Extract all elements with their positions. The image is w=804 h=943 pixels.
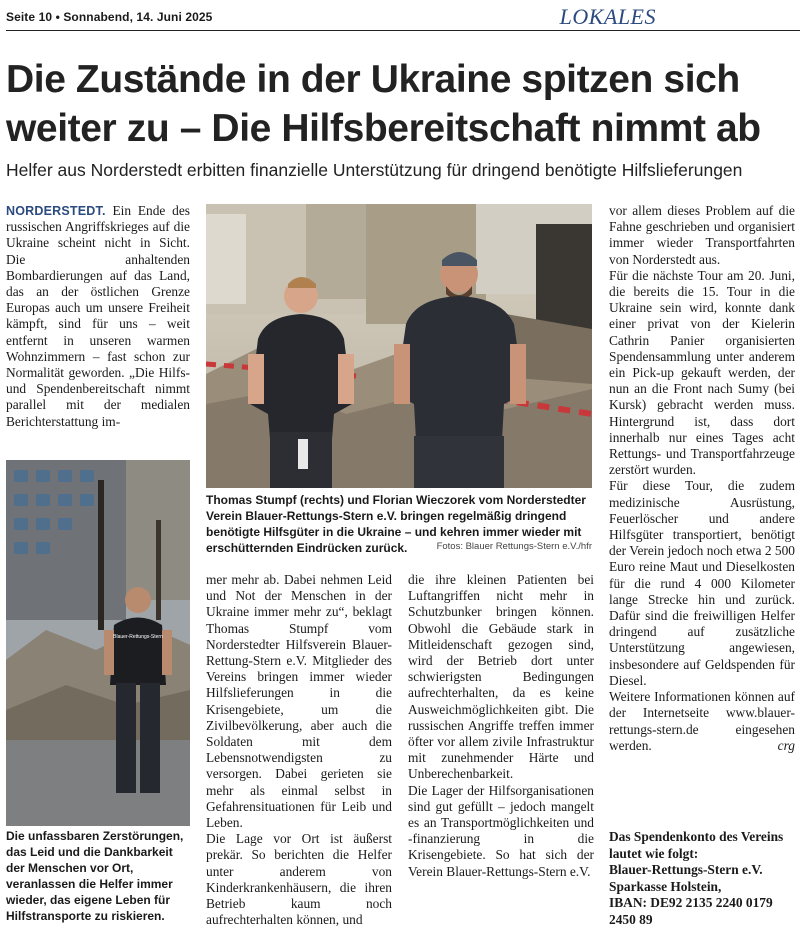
donation-bank: Sparkasse Holstein, (609, 878, 722, 894)
article-column-3 (408, 572, 594, 880)
page-info: Seite 10 • Sonnabend, 14. Juni 2025 (6, 10, 213, 24)
article-text-col4b: Für die nächste Tour am 20. Juni, die bereits die 15. Tour in die Ukraine sein wird, konnte dank einer privat von der Kielerin Cathrin Panier organisierten Spendensammlung unter anderem ein Pick-up gekauft werden, der nun an die Front nach Sumy (bei Kursk) gebracht werden muss. Hintergrund ist, dass dort innerhalb nur eines Tages acht Rettungs- und Transportfahrzeuge zerstört wurden. (609, 267, 795, 478)
article-column-4 (609, 203, 795, 754)
section-title: LOKALES (559, 4, 656, 29)
side-photo (6, 460, 190, 826)
article-text-col3: die ihre kleinen Patienten bei Luftangriffen nicht mehr in Schutzbunker bringen können. Obwohl die Gebäude stark in Mitleidenschaft gezogen sind, wird der Betrieb dort unter schwierigsten Bedingungen aufrechterhalten, da es keine Ausweichmöglichkeiten gibt. Die russischen Angriffe treffen immer öfter vor allem zivile Infrastruktur mit zunehmender Härte und Unberechenbarkeit. (408, 572, 594, 782)
donation-account-name: Blauer-Rettungs-Stern e.V. (609, 862, 763, 877)
shirt-print: Blauer-Rettungs-Stern (113, 634, 163, 640)
headline: Die Zustände in der Ukraine spitzen sich weiter zu – Die Hilfsbereitschaft nimmt ab (6, 58, 761, 150)
article-text-col4d: Weitere Informationen können auf der Internetseite www.blauer-rettungs-stern.de eingesehen werden. (609, 689, 795, 753)
side-photo-caption: Die unfassbaren Zerstörungen, das Leid und die Dankbarkeit der Menschen vor Ort, veranlassen die Helfer immer wieder, das eigene Leben für Hilfstransporte zu riskieren. (6, 829, 184, 923)
side-photo-image (6, 460, 190, 826)
main-photo-caption: Thomas Stumpf (rechts) und Florian Wieczorek vom Norderstedter Verein Blauer-Rettungs-Stern e.V. bringen regelmäßig dringend benötigte Hilfsgüter in die Ukraine – und kehren immer wieder mit erschütternden Eindrücken zurück. (206, 493, 586, 555)
photo-credit: Fotos: Blauer Rettungs-Stern e.V./hfr (436, 541, 592, 552)
article-text-col1: Ein Ende des russischen Angriffskrieges auf die Ukraine scheint nicht in Sicht. Die anhaltenden Bombardierungen auf das Land, das an der östlichen Grenze Europas auch um unsere Freiheit kämpft, sind für uns – weit entfernt in unseren warmen Wohnzimmern – fast schon zur Normalität geworden. „Die Hilfs- und Spendenbereitschaft nimmt parallel mit der medialen Berichterstattung im- (6, 203, 190, 429)
header-divider (6, 30, 800, 31)
article-text-col3b: Die Lager der Hilfsorganisationen sind gut gefüllt – jedoch mangelt es an Transportmöglichkeiten und -finanzierung in die Krisengebiete. So hat sich der Verein Blauer-Rettungs-Stern e.V. (408, 782, 594, 879)
article-text-col2: mer mehr ab. Dabei nehmen Leid und Not der Menschen in der Ukraine immer mehr zu“, beklagt Thomas Stumpf vom Norderstedter Hilfsverein Blauer-Rettung-Stern e.V. Mitglieder des Vereins bringen immer wieder Hilfslieferungen in die Krisengebiete, um die Zivilbevölkerung, aber auch die Soldaten mit dem Lebensnotwendigsten zu versorgen. Dabei gerieten sie mehr als einmal selbst in Gefahrensituationen für Leib und Leben. (206, 572, 392, 831)
donation-info (609, 829, 799, 928)
donation-iban: IBAN: DE92 2135 2240 0179 2450 89 (609, 895, 773, 927)
article-column-2 (206, 572, 392, 928)
article-text-col2b: Die Lage vor Ort ist äußerst prekär. So berichten die Helfer unter anderem von Kinderkrankenhäusern, die ihren Betrieb kaum noch aufrechterhalten können, und (206, 831, 392, 928)
article-column-1 (6, 203, 190, 430)
main-photo-image (206, 204, 592, 488)
main-photo (206, 204, 592, 488)
article-text-col4c: Für diese Tour, die zudem medizinische Ausrüstung, Feuerlöscher und andere Hilfsgüter transportiert, benötigt der Verein jedoch noch etwa 2 500 Euro reine Maut und Dieselkosten für die rund 4 000 Kilometer lange Strecke hin und zurück. Dafür sind die freiwilligen Helfer dringend auf zusätzliche Unterstützung angewiesen, insbesondere auf Geldspenden für Diesel. (609, 478, 795, 688)
author-signature: crg (777, 737, 795, 753)
dateline: NORDERSTEDT. (6, 204, 106, 218)
article-text-col4a: vor allem dieses Problem auf die Fahne geschrieben und organisiert immer wieder Transportfahrten von Norderstedt aus. (609, 203, 795, 267)
donation-intro: Das Spendenkonto des Vereins lautet wie folgt: (609, 829, 784, 861)
subheadline: Helfer aus Norderstedt erbitten finanzielle Unterstützung für dringend benötigte Hilfslieferungen (6, 160, 743, 180)
